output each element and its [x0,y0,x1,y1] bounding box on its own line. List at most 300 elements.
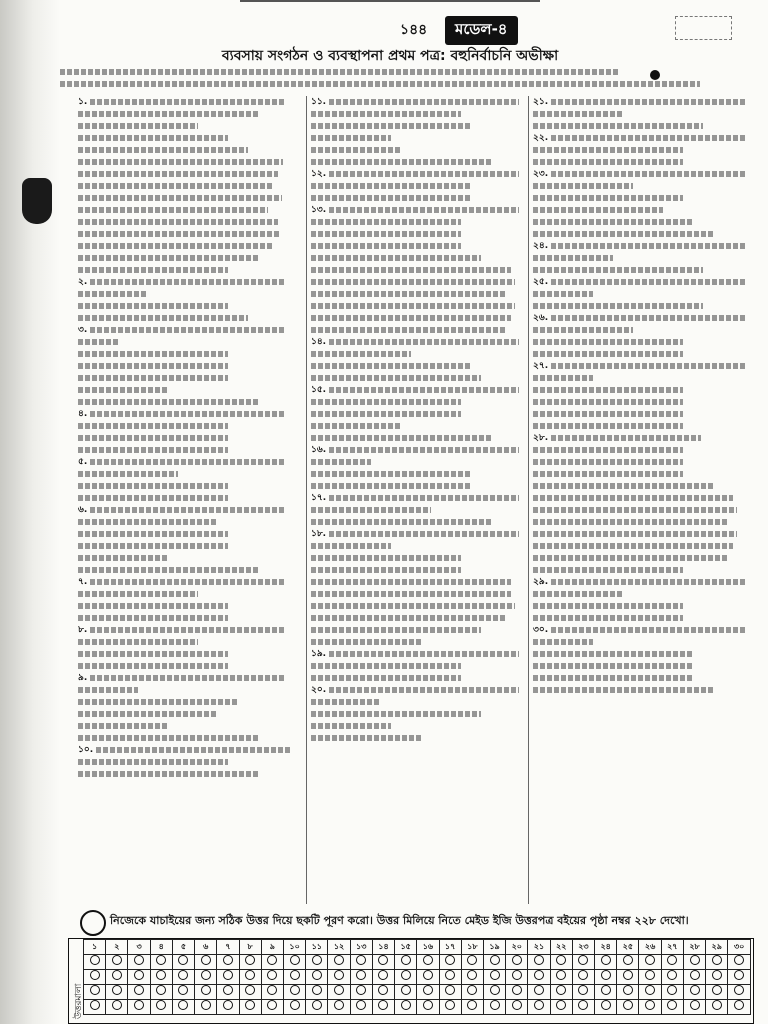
answer-bubble-cell[interactable] [395,985,417,1000]
answer-bubble-icon[interactable] [178,1000,188,1010]
answer-bubble-icon[interactable] [423,985,433,995]
answer-bubble-icon[interactable] [645,985,655,995]
answer-bubble-icon[interactable] [334,970,344,980]
answer-bubble-icon[interactable] [356,985,366,995]
answer-bubble-icon[interactable] [223,985,233,995]
answer-bubble-icon[interactable] [534,1000,544,1010]
answer-bubble-icon[interactable] [312,985,322,995]
answer-bubble-icon[interactable] [667,955,677,965]
question-line [533,432,755,444]
answer-bubble-cell[interactable] [306,1000,328,1015]
answer-bubble-icon[interactable] [334,955,344,965]
answer-bubble-icon[interactable] [267,970,277,980]
answer-bubble-icon[interactable] [734,1000,744,1010]
answer-bubble-icon[interactable] [467,955,477,965]
answer-bubble-icon[interactable] [201,1000,211,1010]
answer-bubble-cell[interactable] [261,955,283,970]
answer-bubble-cell[interactable] [195,970,217,985]
answer-bubble-cell[interactable] [350,985,372,1000]
answer-bubble-cell[interactable] [172,970,194,985]
answer-bubble-icon[interactable] [712,955,722,965]
answer-bubble-icon[interactable] [378,985,388,995]
question-number: ১৬. [311,445,327,455]
answer-bubble-cell[interactable] [461,985,483,1000]
answer-bubble-icon[interactable] [378,1000,388,1010]
question-text-line [311,324,529,336]
answer-bubble-cell[interactable] [572,970,594,985]
answer-bubble-cell[interactable] [639,985,661,1000]
answer-bubble-cell[interactable] [195,955,217,970]
answer-bubble-cell[interactable] [150,955,172,970]
answer-bubble-icon[interactable] [90,985,100,995]
answer-bubble-cell[interactable] [84,985,106,1000]
answer-bubble-cell[interactable] [217,955,239,970]
answer-bubble-icon[interactable] [734,970,744,980]
answer-bubble-icon[interactable] [112,1000,122,1010]
question-column-1 [78,96,302,904]
answer-bubble-cell[interactable] [572,985,594,1000]
answer-bubble-icon[interactable] [312,955,322,965]
question-number: ৩. [78,325,88,335]
answer-bubble-cell[interactable] [661,955,683,970]
answer-bubble-icon[interactable] [334,1000,344,1010]
question-number: ৬. [78,505,88,515]
answer-bubble-icon[interactable] [512,985,522,995]
answer-grid-number: ২১ [528,940,550,955]
answer-bubble-cell[interactable] [461,955,483,970]
question-text-line [78,360,302,372]
answer-bubble-cell[interactable] [84,970,106,985]
answer-bubble-icon[interactable] [645,970,655,980]
question-text-line [533,636,755,648]
question-number: ১৭. [311,493,327,503]
question-text-line [311,228,529,240]
answer-bubble-icon[interactable] [267,955,277,965]
question-text-line [78,312,302,324]
question-text-line [78,636,302,648]
answer-bubble-icon[interactable] [601,985,611,995]
answer-bubble-icon[interactable] [401,1000,411,1010]
question-text-line [311,348,529,360]
answer-bubble-cell[interactable] [550,985,572,1000]
answer-bubble-cell[interactable] [217,985,239,1000]
answer-bubble-cell[interactable] [461,970,483,985]
answer-bubble-cell[interactable] [372,1000,394,1015]
self-test-text: নিজেকে যাচাইয়ের জন্য সঠিক উত্তর দিয়ে ছকটি পূরণ করো। উত্তর মিলিয়ে নিতে মেইড ইজি উত্তরপত্র বইয়ের পৃষ্ঠা নম্বর ২২৮ দেখো। [110,914,689,927]
answer-bubble-icon[interactable] [112,970,122,980]
answer-bubble-cell[interactable] [84,955,106,970]
answer-bubble-icon[interactable] [556,970,566,980]
answer-bubble-icon[interactable] [601,970,611,980]
answer-bubble-icon[interactable] [423,1000,433,1010]
answer-bubble-icon[interactable] [356,970,366,980]
answer-bubble-cell[interactable] [528,985,550,1000]
answer-bubble-cell[interactable] [550,970,572,985]
answer-bubble-icon[interactable] [623,970,633,980]
answer-bubble-cell[interactable] [661,970,683,985]
question-line [311,96,529,108]
answer-bubble-cell[interactable] [128,1000,150,1015]
answer-bubble-icon[interactable] [690,955,700,965]
answer-bubble-cell[interactable] [617,955,639,970]
answer-bubble-cell[interactable] [328,1000,350,1015]
answer-bubble-cell[interactable] [395,955,417,970]
answer-bubble-cell[interactable] [528,955,550,970]
question-text-line [78,156,302,168]
answer-bubble-cell[interactable] [595,970,617,985]
answer-bubble-icon[interactable] [512,955,522,965]
answer-bubble-cell[interactable] [550,1000,572,1015]
answer-bubble-cell[interactable] [106,985,128,1000]
answer-bubble-cell[interactable] [106,955,128,970]
question-text-line [311,564,529,576]
answer-bubble-cell[interactable] [550,955,572,970]
answer-bubble-icon[interactable] [112,985,122,995]
answer-bubble-cell[interactable] [106,970,128,985]
answer-bubble-icon[interactable] [667,970,677,980]
question-text-line [311,312,529,324]
answer-grid-number: ২৯ [706,940,728,955]
answer-bubble-cell[interactable] [483,955,505,970]
answer-bubble-cell[interactable] [350,1000,372,1015]
answer-bubble-icon[interactable] [623,1000,633,1010]
answer-bubble-icon[interactable] [490,1000,500,1010]
answer-bubble-cell[interactable] [461,1000,483,1015]
answer-bubble-icon[interactable] [134,1000,144,1010]
answer-bubble-cell[interactable] [439,970,461,985]
question-number: ৪. [78,409,88,419]
answer-bubble-cell[interactable] [661,1000,683,1015]
answer-bubble-cell[interactable] [639,970,661,985]
answer-bubble-icon[interactable] [223,1000,233,1010]
answer-grid-number: ৯ [261,940,283,955]
answer-bubble-icon[interactable] [290,955,300,965]
answer-bubble-cell[interactable] [683,1000,705,1015]
answer-bubble-icon[interactable] [178,955,188,965]
answer-bubble-cell[interactable] [283,970,305,985]
answer-bubble-cell[interactable] [217,1000,239,1015]
answer-bubble-cell[interactable] [439,985,461,1000]
answer-bubble-icon[interactable] [690,970,700,980]
answer-bubble-cell[interactable] [617,1000,639,1015]
answer-bubble-icon[interactable] [712,1000,722,1010]
answer-bubble-icon[interactable] [601,1000,611,1010]
answer-bubble-cell[interactable] [350,955,372,970]
answer-bubble-cell[interactable] [306,985,328,1000]
answer-bubble-icon[interactable] [223,970,233,980]
question-text-line [533,528,755,540]
question-text-line [78,468,302,480]
answer-bubble-icon[interactable] [378,970,388,980]
answer-bubble-cell[interactable] [728,970,751,985]
answer-bubble-icon[interactable] [734,955,744,965]
answer-bubble-cell[interactable] [483,1000,505,1015]
answer-bubble-icon[interactable] [178,970,188,980]
answer-bubble-cell[interactable] [417,970,439,985]
answer-bubble-cell[interactable] [617,985,639,1000]
answer-bubble-icon[interactable] [312,970,322,980]
answer-bubble-icon[interactable] [601,955,611,965]
answer-bubble-icon[interactable] [245,970,255,980]
answer-bubble-cell[interactable] [639,955,661,970]
answer-bubble-icon[interactable] [467,985,477,995]
answer-bubble-icon[interactable] [712,970,722,980]
question-text-line [533,600,755,612]
answer-bubble-icon[interactable] [534,985,544,995]
answer-bubble-cell[interactable] [283,985,305,1000]
question-text-line [78,540,302,552]
answer-bubble-icon[interactable] [156,1000,166,1010]
answer-bubble-cell[interactable] [639,1000,661,1015]
answer-bubble-cell[interactable] [372,985,394,1000]
answer-bubble-icon[interactable] [290,970,300,980]
answer-bubble-cell[interactable] [683,985,705,1000]
answer-bubble-cell[interactable] [239,1000,261,1015]
answer-bubble-cell[interactable] [195,985,217,1000]
answer-bubble-cell[interactable] [172,985,194,1000]
answer-bubble-icon[interactable] [556,1000,566,1010]
answer-bubble-cell[interactable] [328,970,350,985]
answer-bubble-cell[interactable] [395,1000,417,1015]
answer-bubble-cell[interactable] [683,955,705,970]
answer-bubble-cell[interactable] [595,955,617,970]
answer-bubble-icon[interactable] [512,1000,522,1010]
answer-bubble-cell[interactable] [417,955,439,970]
answer-bubble-cell[interactable] [372,970,394,985]
answer-bubble-icon[interactable] [645,1000,655,1010]
question-line [533,168,755,180]
answer-bubble-icon[interactable] [201,985,211,995]
answer-bubble-cell[interactable] [528,970,550,985]
answer-bubble-icon[interactable] [645,955,655,965]
answer-bubble-cell[interactable] [728,1000,751,1015]
answer-bubble-icon[interactable] [134,985,144,995]
answer-bubble-cell[interactable] [195,1000,217,1015]
answer-bubble-icon[interactable] [312,1000,322,1010]
answer-bubble-icon[interactable] [90,955,100,965]
answer-bubble-icon[interactable] [112,955,122,965]
answer-bubble-cell[interactable] [506,955,528,970]
answer-bubble-icon[interactable] [201,955,211,965]
answer-bubble-cell[interactable] [439,1000,461,1015]
answer-grid [68,938,754,1024]
answer-bubble-icon[interactable] [734,985,744,995]
answer-bubble-cell[interactable] [417,985,439,1000]
answer-bubble-icon[interactable] [356,1000,366,1010]
question-number: ২২. [533,133,549,143]
answer-bubble-cell[interactable] [150,970,172,985]
answer-bubble-icon[interactable] [578,970,588,980]
question-text-line [78,132,302,144]
answer-bubble-cell[interactable] [706,955,728,970]
answer-bubble-cell[interactable] [683,970,705,985]
answer-bubble-icon[interactable] [245,955,255,965]
answer-bubble-cell[interactable] [283,1000,305,1015]
question-text-line [533,300,755,312]
answer-bubble-icon[interactable] [134,955,144,965]
answer-bubble-icon[interactable] [556,955,566,965]
answer-bubble-cell[interactable] [528,1000,550,1015]
question-text-line [311,192,529,204]
answer-bubble-icon[interactable] [534,955,544,965]
answer-bubble-icon[interactable] [667,985,677,995]
question-line [311,168,529,180]
answer-bubble-icon[interactable] [490,955,500,965]
answer-bubble-icon[interactable] [290,1000,300,1010]
answer-bubble-cell[interactable] [706,1000,728,1015]
answer-bubble-cell[interactable] [128,955,150,970]
answer-bubble-icon[interactable] [90,1000,100,1010]
answer-bubble-cell[interactable] [728,955,751,970]
answer-bubble-icon[interactable] [467,1000,477,1010]
question-text-line [78,240,302,252]
question-number: ১৮. [311,529,327,539]
answer-bubble-icon[interactable] [712,985,722,995]
answer-bubble-cell[interactable] [261,1000,283,1015]
answer-bubble-icon[interactable] [378,955,388,965]
question-line [78,504,302,516]
question-number: ৭. [78,577,88,587]
answer-bubble-cell[interactable] [239,970,261,985]
question-text-line [78,600,302,612]
answer-bubble-icon[interactable] [445,955,455,965]
question-column-2 [306,96,529,904]
question-text-line [311,732,529,744]
answer-bubble-icon[interactable] [201,970,211,980]
answer-bubble-cell[interactable] [239,955,261,970]
answer-bubble-icon[interactable] [623,985,633,995]
answer-bubble-icon[interactable] [423,955,433,965]
answer-bubble-icon[interactable] [445,985,455,995]
answer-bubble-icon[interactable] [401,970,411,980]
answer-bubble-icon[interactable] [90,970,100,980]
question-text-line [533,456,755,468]
answer-bubble-icon[interactable] [690,985,700,995]
answer-bubble-icon[interactable] [156,970,166,980]
answer-bubble-cell[interactable] [328,955,350,970]
answer-bubble-icon[interactable] [445,970,455,980]
answer-bubble-icon[interactable] [334,985,344,995]
question-text-line [78,528,302,540]
answer-bubble-icon[interactable] [578,985,588,995]
question-text-line [311,216,529,228]
answer-bubble-icon[interactable] [467,970,477,980]
answer-bubble-cell[interactable] [239,985,261,1000]
answer-grid-number: ৩ [128,940,150,955]
answer-bubble-cell[interactable] [328,985,350,1000]
answer-bubble-icon[interactable] [401,955,411,965]
answer-bubble-cell[interactable] [172,955,194,970]
answer-bubble-cell[interactable] [439,955,461,970]
answer-bubble-icon[interactable] [267,985,277,995]
answer-bubble-cell[interactable] [217,970,239,985]
answer-bubble-cell[interactable] [617,970,639,985]
answer-bubble-cell[interactable] [483,985,505,1000]
answer-bubble-cell[interactable] [506,970,528,985]
answer-bubble-icon[interactable] [490,970,500,980]
question-text-line [311,120,529,132]
question-text-line [533,384,755,396]
answer-bubble-cell[interactable] [372,955,394,970]
answer-bubble-icon[interactable] [290,985,300,995]
question-text-line [78,252,302,264]
question-text-line [311,636,529,648]
question-number: ১০. [78,745,94,755]
question-text-line [533,492,755,504]
answer-bubble-cell[interactable] [128,985,150,1000]
answer-bubble-cell[interactable] [283,955,305,970]
answer-bubble-cell[interactable] [306,955,328,970]
question-line [78,576,302,588]
answer-bubble-cell[interactable] [706,985,728,1000]
answer-bubble-cell[interactable] [395,970,417,985]
answer-bubble-icon[interactable] [401,985,411,995]
answer-bubble-cell[interactable] [417,1000,439,1015]
answer-bubble-icon[interactable] [178,985,188,995]
answer-bubble-cell[interactable] [306,970,328,985]
answer-bubble-icon[interactable] [134,970,144,980]
question-number: ১৪. [311,337,327,347]
answer-bubble-cell[interactable] [483,970,505,985]
answer-bubble-cell[interactable] [150,985,172,1000]
answer-bubble-icon[interactable] [490,985,500,995]
answer-bubble-cell[interactable] [595,985,617,1000]
answer-bubble-icon[interactable] [423,970,433,980]
answer-bubble-icon[interactable] [445,1000,455,1010]
question-text-line [78,180,302,192]
answer-grid-number: ১৩ [350,940,372,955]
answer-bubble-icon[interactable] [578,955,588,965]
answer-bubble-cell[interactable] [84,1000,106,1015]
answer-bubble-cell[interactable] [595,1000,617,1015]
answer-bubble-cell[interactable] [661,985,683,1000]
question-text-line [311,624,529,636]
answer-grid-number: ১৮ [461,940,483,955]
answer-bubble-icon[interactable] [223,955,233,965]
answer-bubble-icon[interactable] [623,955,633,965]
answer-bubble-icon[interactable] [156,955,166,965]
answer-bubble-icon[interactable] [690,1000,700,1010]
answer-bubble-cell[interactable] [506,1000,528,1015]
answer-bubble-cell[interactable] [261,985,283,1000]
question-text-line [78,552,302,564]
answer-bubble-cell[interactable] [106,1000,128,1015]
answer-bubble-icon[interactable] [245,1000,255,1010]
answer-bubble-icon[interactable] [356,955,366,965]
answer-bubble-icon[interactable] [267,1000,277,1010]
answer-bubble-cell[interactable] [572,955,594,970]
answer-bubble-icon[interactable] [512,970,522,980]
answer-bubble-icon[interactable] [578,1000,588,1010]
answer-bubble-cell[interactable] [128,970,150,985]
answer-bubble-cell[interactable] [728,985,751,1000]
answer-bubble-cell[interactable] [150,1000,172,1015]
question-text-line [78,660,302,672]
question-text-line [311,588,529,600]
answer-bubble-cell[interactable] [350,970,372,985]
answer-bubble-cell[interactable] [261,970,283,985]
answer-bubble-icon[interactable] [156,985,166,995]
answer-bubble-icon[interactable] [245,985,255,995]
answer-bubble-icon[interactable] [556,985,566,995]
answer-bubble-cell[interactable] [706,970,728,985]
answer-bubble-cell[interactable] [172,1000,194,1015]
answer-bubble-cell[interactable] [506,985,528,1000]
answer-bubble-cell[interactable] [572,1000,594,1015]
question-text-line [78,264,302,276]
answer-bubble-icon[interactable] [534,970,544,980]
answer-bubble-icon[interactable] [667,1000,677,1010]
